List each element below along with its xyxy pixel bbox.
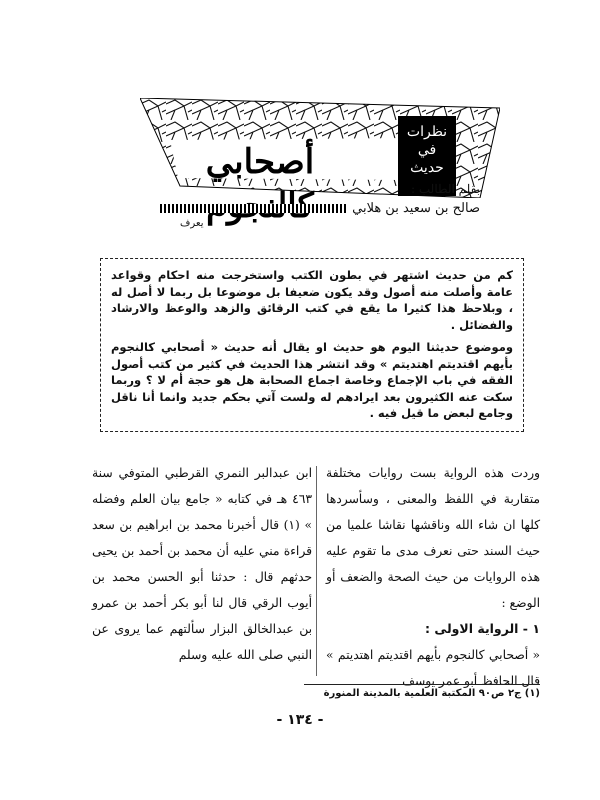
author-name: صالح بن سعيد بن هلابي xyxy=(352,200,480,216)
right-column xyxy=(326,460,540,694)
left-column-text: ابن عبدالبر النمري القرطبي المتوفي سنة ٤٦٣ هـ في كتابه « جامع بيان العلم وفضله » (١) قال أخبرنا محمد بن ابراهيم بن سعد قراءة مني عليه أن محمد بن أحمد بن يحيى حدثهم قال : حدثنا أبو الحسن محمد بن أيوب الرقي قال لنا أبو بكر أحمد بن عمرو بن عبدالخالق البزار سألتهم عما يروى عن النبي صلى الله عليه وسلم xyxy=(92,466,312,662)
page-number: - ١٣٤ - xyxy=(276,712,324,728)
left-column xyxy=(92,460,312,668)
footnote: (١) ج٢ ص٩٠ المكتبة العلمية بالمدينة المنورة xyxy=(323,688,540,699)
section-heading: ١ - الرواية الاولى : xyxy=(424,621,540,636)
decorative-bars xyxy=(160,204,346,213)
side-label-line3: حديث xyxy=(410,160,444,176)
side-label-line2: في xyxy=(417,142,437,158)
author-line xyxy=(160,198,480,218)
footnote-rule xyxy=(304,684,540,685)
intro-box xyxy=(100,258,524,432)
right-column-text: وردت هذه الرواية بست روايات مختلفة متقاربة في اللفظ والمعنى ، وسأسردها كلها ان شاء الله وناقشها نقاشا علميا من حيث السند حتى نعرف مدى ما تقوم عليه هذه الروايات من حيث الصحة والضعف أو الوضع : xyxy=(326,466,540,610)
signature: يعرف xyxy=(180,218,204,229)
right-column-text-after: « أصحابي كالنجوم بأيهم اقتديتم اهتديتم » قال الحافظ أبو عمر يوسف xyxy=(326,648,540,688)
intro-paragraph-1: كم من حديث اشتهر في بطون الكتب واستخرجت منه احكام وقواعد عامة وأصلت منه أصول وقد يكون ضعيفا بل موضوعا بل ربما لا أصل له ، وبلاحظ هذا كثيرا ما يقع في كتب الرقائق والزهد والوعظ والارشاد والفضائل . xyxy=(111,268,513,332)
column-divider xyxy=(316,466,317,676)
intro-paragraph-2: وموضوع حديثنا اليوم هو حديث او يقال أنه حديث « أصحابي كالنجوم بأيهم اقتديتم اهتديتم » وقد انتشر هذا الحديث في كثير من كتب أصول الفقه في باب الإجماع وخاصة اجماع الصحابة هل هو حجة أم لا ؟ وربما سكت عنه الكثيرون بعد ايرادهم له ولست آتي بحكم جديد وانما أنا ناقل وجامع لبعض ما قيل فيه . xyxy=(111,340,513,420)
article-title: أصحابي xyxy=(205,142,315,182)
side-label-line1: نظرات xyxy=(406,124,448,140)
byline: بقلم الطالب : xyxy=(411,182,480,196)
